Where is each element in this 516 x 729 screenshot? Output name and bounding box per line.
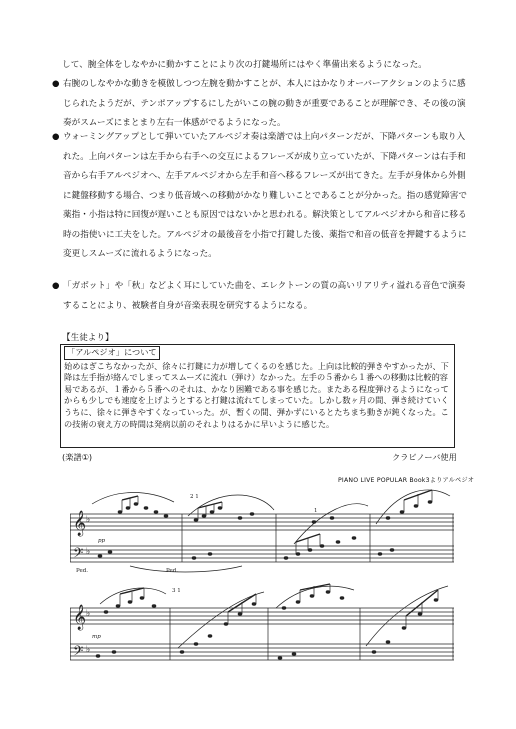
svg-text:𝄢: 𝄢	[73, 643, 84, 662]
continuation-paragraph: して、腕全体をしなやかに動かすことにより次の打鍵場所にはやく準備出来るようになった。	[62, 60, 427, 70]
instrument-caption: クラビノーバ使用	[392, 452, 457, 462]
music-score-system-2	[70, 578, 454, 676]
bullet-mark: ●	[52, 79, 60, 89]
bullet-mark: ●	[52, 281, 60, 291]
score-caption: (楽譜①)	[62, 452, 93, 462]
svg-text:𝄞: 𝄞	[73, 511, 87, 536]
music-notation	[70, 484, 454, 576]
section-label: 【生徒より】	[62, 333, 114, 343]
svg-text:♭: ♭	[86, 609, 91, 619]
bullet-item	[52, 75, 470, 134]
fingering-mark: 3 1	[172, 588, 181, 594]
comment-box-title: 「アルペジオ」について	[64, 346, 160, 360]
score-source-line: PIANO LIVE POPULAR Book3よりアルペジオ	[338, 477, 475, 484]
student-comment-box	[60, 344, 455, 448]
pedal-mark: Ped.	[166, 568, 178, 574]
music-score-system-1	[70, 484, 454, 576]
svg-text:𝄢: 𝄢	[73, 545, 84, 564]
svg-text:♭: ♭	[86, 515, 91, 525]
svg-text:♭: ♭	[86, 645, 91, 655]
dynamic-mark: pp	[98, 538, 106, 544]
bullet-item	[52, 277, 470, 316]
pedal-mark: Ped.	[76, 568, 88, 574]
svg-text:♭: ♭	[86, 547, 91, 557]
tempo-mark: mp	[92, 634, 101, 640]
bullet-mark: ●	[52, 132, 60, 142]
fingering-mark: 1	[314, 508, 318, 514]
fingering-mark: 2 1	[190, 494, 199, 500]
bullet-item	[52, 128, 470, 265]
svg-text:𝄞: 𝄞	[73, 605, 87, 630]
bullet-text: ウォーミングアップとして弾いていたアルペジオ奏は楽譜では上向パターンだが、下降パターンも取り入れた。上向パターンは左手から右手への交互によるフレーズが成り立っていたが、下降パターンは右手和音から右手アルペジオへ、左手アルペジオから左手和音へ移るフレーズが出てきた。左手が身体から外側に鍵盤移動する場合、つまり低音域への移動がかなり難しいことであることが分かった。指の感覚障害で薬指・小指は特に回復が遅いことも原因ではないかと思われる。解決策としてアルペジオから和音に移る時の指使いに工夫をした。アルペジオの最後音を小指で打鍵した後、薬指で和音の低音を押鍵するように変更しスムーズに流れるようになった。	[63, 132, 467, 259]
bullet-text: 右腕のしなやかな動きを模倣しつつ左腕を動かすことが、本人にはかなりオーバーアクションのように感じられたようだが、テンポアップするにしたがいこの腕の動きが重要であることが理解でき、その後の演奏がスムーズにまとまり左右一体感がでるようになった。	[63, 79, 466, 128]
bullet-text: 「ガボット」や「秋」などよく耳にしていた曲を、エレクトーンの質の高いリアリティ溢れる音色で演奏することにより、被験者自身が音楽表現を研究するようになる。	[63, 281, 466, 311]
music-notation	[70, 578, 454, 676]
comment-box-text: 始めはぎこちなかったが、徐々に打鍵に力が増してくるのを感じた。上向は比較的弾きやすかったが、下降は左手指が絡んでしまってスムーズに流れ（弾け）なかった。左手の５番から１番への移動は比較的容易であるが、１番から５番へのそれは、かなり困難である事を感じた。またある程度弾けるようになってからも少しでも速度を上げようとすると打鍵は流れてしまっていた。しかし数ヶ月の間、弾き続けていくうちに、徐々に弾きやすくなっていった。が、暫くの間、弾かずにいるとたちまち動きが鈍くなった。この技術の衰え方の時間は発病以前のそれよりはるかに早いように感じた。	[64, 360, 449, 429]
